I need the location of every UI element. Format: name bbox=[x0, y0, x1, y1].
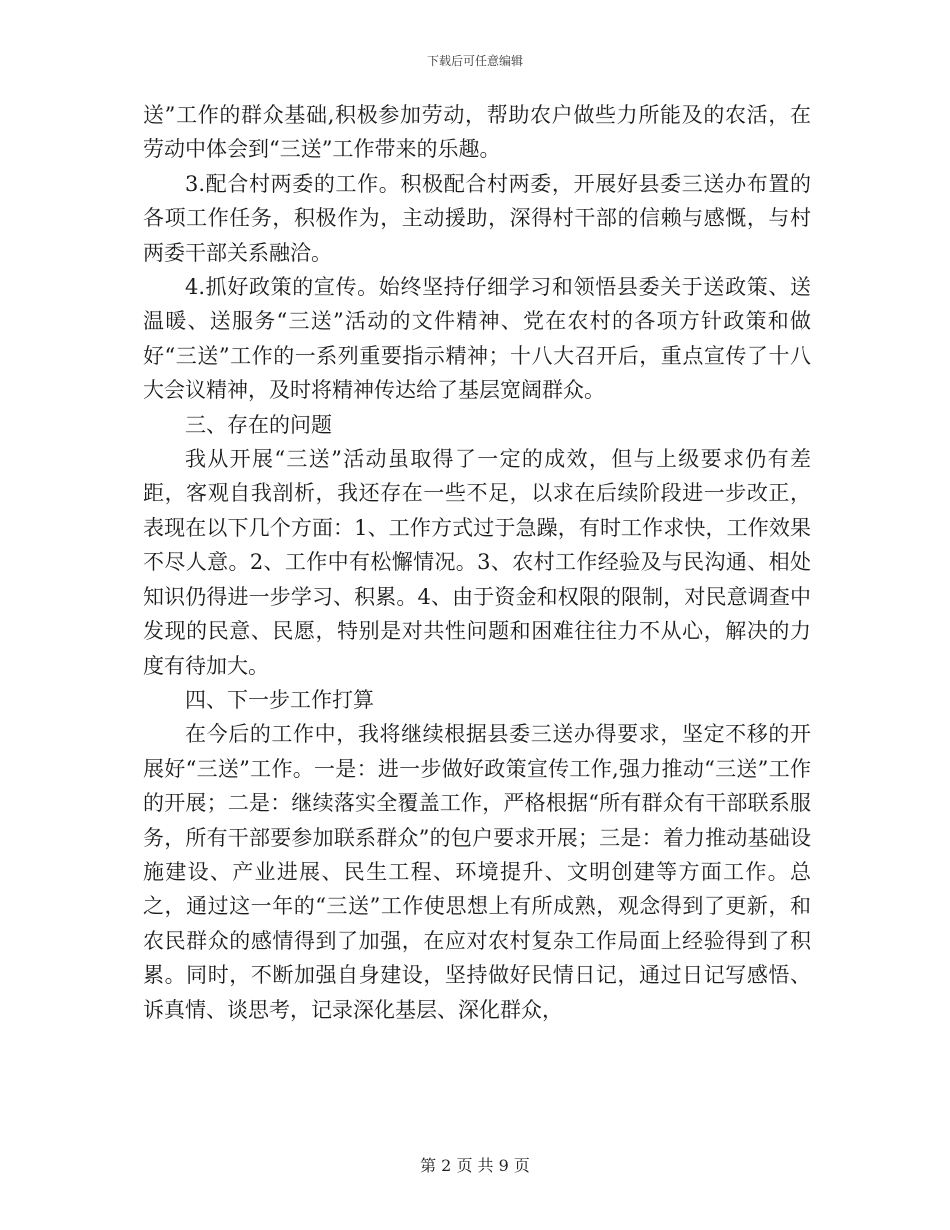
section-heading-next-steps: 四、下一步工作打算 bbox=[185, 687, 374, 712]
page-number-footer: 第 2 页 共 9 页 bbox=[420, 1156, 530, 1175]
section-heading-problems: 三、存在的问题 bbox=[185, 412, 332, 437]
page-header: 下载后可任意编辑 bbox=[426, 54, 523, 68]
paragraph-continuation: 送”工作的群众基础,积极参加劳动，帮助农户做些力所能及的农活，在劳动中体会到“三送”工作带来的乐趣。 bbox=[143, 103, 811, 162]
document-body bbox=[143, 98, 811, 1027]
paragraph-next-steps: 在今后的工作中，我将继续根据县委三送办得要求，坚定不移的开展好“三送”工作。一是：进一步做好政策宣传工作,强力推动“三送”工作的开展；二是：继续落实全覆盖工作，严格根据“所有群众有干部联系服务，所有干部要参加联系群众”的包户要求开展；三是：着力推动基础设施建设、产业进展、民生工程、环境提升、文明创建等方面工作。总之，通过这一年的“三送”工作使思想上有所成熟，观念得到了更新，和农民群众的感情得到了加强，在应对农村复杂工作局面上经验得到了积累。同时，不断加强自身建设，坚持做好民情日记，通过日记写感悟、诉真情、谈思考，记录深化基层、深化群众， bbox=[143, 722, 811, 1022]
paragraph-item-4: 4.抓好政策的宣传。始终坚持仔细学习和领悟县委关于送政策、送温暖、送服务“三送”活动的文件精神、党在农村的各项方针政策和做好“三送”工作的一系列重要指示精神；十八大召开后，重点宣传了十八大会议精神，及时将精神传达给了基层宽阔群众。 bbox=[143, 275, 811, 403]
paragraph-item-3: 3.配合村两委的工作。积极配合村两委，开展好县委三送办布置的各项工作任务，积极作为，主动援助，深得村干部的信赖与感慨，与村两委干部关系融洽。 bbox=[143, 171, 811, 265]
paragraph-problems: 我从开展“三送”活动虽取得了一定的成效，但与上级要求仍有差距，客观自我剖析，我还存在一些不足，以求在后续阶段进一步改正，表现在以下几个方面：1、工作方式过于急躁，有时工作求快，工作效果不尽人意。2、工作中有松懈情况。3、农村工作经验及与民沟通、相处知识仍得进一步学习、积累。4、由于资金和权限的限制，对民意调查中发现的民意、民愿，特别是对共性问题和困难往往力不从心，解决的力度有待加大。 bbox=[143, 447, 811, 678]
